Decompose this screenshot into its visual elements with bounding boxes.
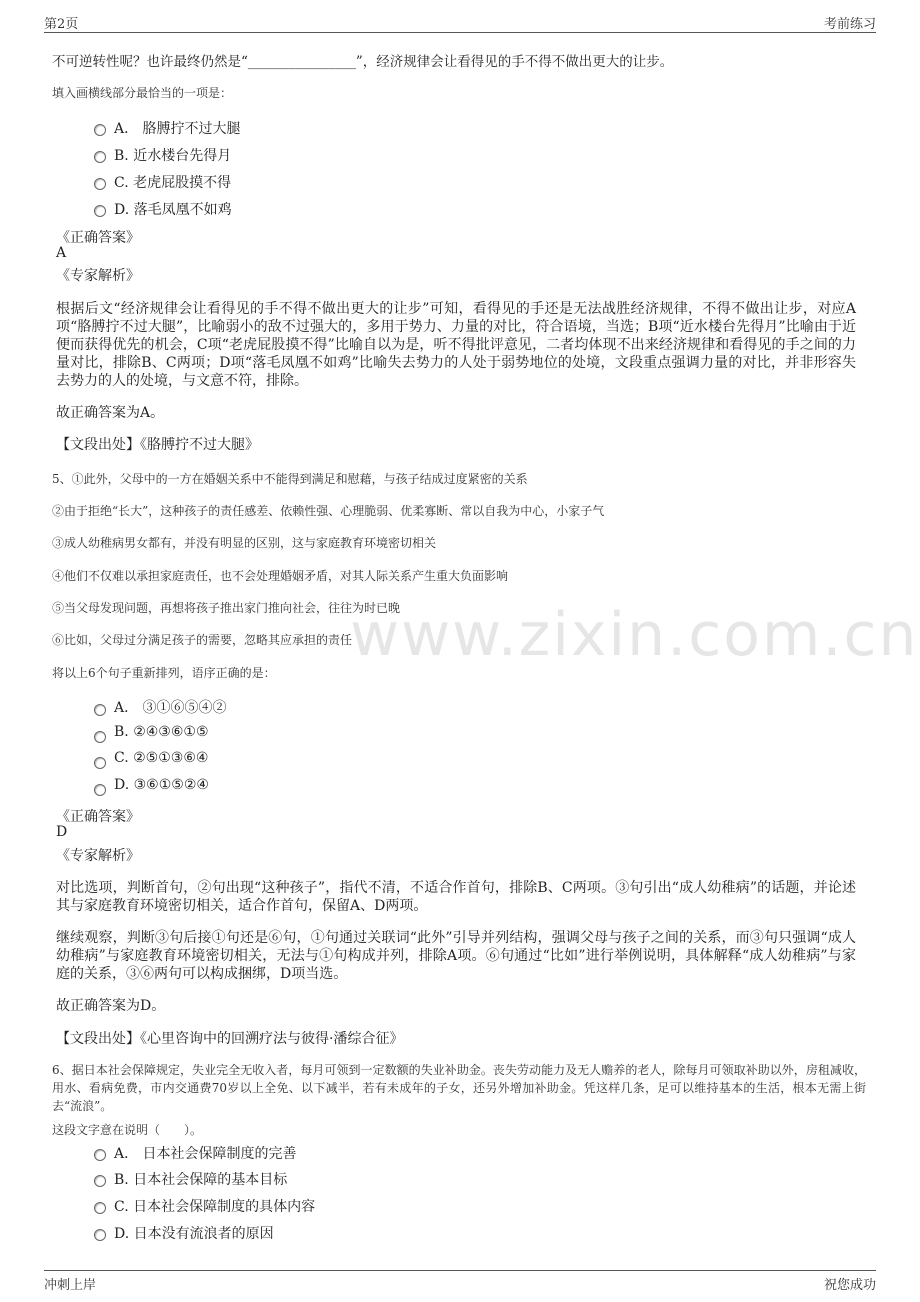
q6-option-d-radio[interactable] <box>94 1229 106 1241</box>
q5-option-c-radio[interactable] <box>94 757 106 769</box>
q6-option-a[interactable]: A． 日本社会保障制度的完善 <box>114 1146 297 1162</box>
q4-option-c[interactable]: C. 老虎屁股摸不得 <box>114 175 232 191</box>
q4-option-d[interactable]: D. 落毛凤凰不如鸡 <box>114 202 232 218</box>
q5-option-a[interactable]: A． ③①⑥⑤④② <box>114 700 227 716</box>
q4-option-a-radio[interactable] <box>94 124 106 136</box>
q4-option-b-radio[interactable] <box>94 151 106 163</box>
q4-answer-label: 《正确答案》 <box>56 230 140 246</box>
q5-prompt: 将以上6个句子重新排列，语序正确的是： <box>52 666 276 680</box>
q6-option-c[interactable]: C. 日本社会保障制度的具体内容 <box>114 1199 316 1215</box>
q4-option-b[interactable]: B. 近水楼台先得月 <box>114 148 232 164</box>
q5-answer-label: 《正确答案》 <box>56 809 140 825</box>
q6-option-b[interactable]: B. 日本社会保障的基本目标 <box>114 1172 288 1188</box>
q5-option-d-radio[interactable] <box>94 784 106 796</box>
q6-option-d[interactable]: D. 日本没有流浪者的原因 <box>114 1226 274 1242</box>
q5-answer: D <box>56 824 68 840</box>
q5-sentence-6: ⑥比如，父母过分满足孩子的需要，忽略其应承担的责任 <box>52 633 353 647</box>
q4-conclusion: 故正确答案为A。 <box>56 405 165 421</box>
q6-option-c-radio[interactable] <box>94 1202 106 1214</box>
footer-left: 冲刺上岸 <box>44 1278 97 1293</box>
q5-analysis-label: 《专家解析》 <box>56 848 140 864</box>
footer-right: 祝您成功 <box>823 1278 876 1293</box>
q4-prompt: 填入画横线部分最恰当的一项是： <box>52 86 233 100</box>
q5-stem: 5、①此外，父母中的一方在婚姻关系中不能得到满足和慰藉，与孩子结成过度紧密的关系 <box>52 472 528 486</box>
q5-sentence-2: ②由于拒绝“长大”，这种孩子的责任感差、依赖性强、心理脆弱、优柔寡断、常以自我为中心，小家子气 <box>52 504 605 518</box>
q5-sentence-5: ⑤当父母发现问题，再想将孩子推出家门推向社会，往往为时已晚 <box>52 601 401 615</box>
q5-option-d[interactable]: D. ③⑥①⑤②④ <box>114 777 209 793</box>
q5-option-b-radio[interactable] <box>94 731 106 743</box>
q5-option-b[interactable]: B. ②④③⑥①⑤ <box>114 724 209 740</box>
q5-analysis-1: 对比选项，判断首句，②句出现“这种孩子”，指代不清，不适合作首句，排除B、C两项。③句引出“成人幼稚病”的话题，并论述其与家庭教育环境密切相关，适合作首句，保留A、D两项。 <box>56 880 856 914</box>
page-footer <box>44 1270 876 1295</box>
q4-option-d-radio[interactable] <box>94 205 106 217</box>
q4-analysis-label: 《专家解析》 <box>56 268 140 284</box>
header-title: 考前练习 <box>823 17 876 32</box>
q5-conclusion: 故正确答案为D。 <box>56 998 166 1014</box>
q5-analysis-2: 继续观察，判断③句后接①句还是⑥句，①句通过关联词“此外”引导并列结构，强调父母与孩子之间的关系，而③句只强调“成人幼稚病”与家庭教育环境密切相关，无法与①句构成并列，排除A项。⑥句通过“比如”进行举例说明，具体解释“成人幼稚病”与家庭的关系，③⑥两句可以构成捆绑，D项当选。 <box>56 930 856 982</box>
q4-analysis: 根据后文“经济规律会让看得见的手不得不做出更大的让步”可知，看得见的手还是无法战胜经济规律，不得不做出让步，对应A项“胳膊拧不过大腿”，比喻弱小的敌不过强大的，多用于势力、力量的对比，符合语境，当选；B项“近水楼台先得月”比喻由于近便而获得优先的机会，C项“老虎屁股摸不得”比喻自以为是，听不得批评意见，二者均体现不出来经济规律和看得见的手之间的力量对比，排除B、C两项；D项“落毛凤凰不如鸡”比喻失去势力的人处于弱势地位的处境，文段重点强调力量的对比，并非形容失去势力的人的处境，与文意不符，排除。 <box>56 301 856 389</box>
q4-source: 【文段出处】《胳膊拧不过大腿》 <box>56 437 259 453</box>
q5-sentence-4: ④他们不仅难以承担家庭责任，也不会处理婚姻矛盾，对其人际关系产生重大负面影响 <box>52 569 509 583</box>
q4-stem-tail: 不可逆转性呢？也许最终仍然是“________________”，经济规律会让看得见的手不得不做出更大的让步。 <box>52 54 674 70</box>
q5-source: 【文段出处】《心里咨询中的回溯疗法与彼得·潘综合征》 <box>56 1031 404 1047</box>
q5-sentence-3: ③成人幼稚病男女都有，并没有明显的区别，这与家庭教育环境密切相关 <box>52 536 437 550</box>
q5-option-a-radio[interactable] <box>94 704 106 716</box>
page-number: 第2页 <box>44 17 79 32</box>
q6-prompt: 这段文字意在说明（ ）。 <box>52 1123 203 1137</box>
q6-stem: 6、据日本社会保障规定，失业完全无收入者，每月可领到一定数额的失业补助金。丧失劳动能力及无人赡养的老人，除每月可领取补助以外，房租减收，用水、看病免费，市内交通费70岁以上全免、以下减半，若有未成年的子女，还另外增加补助金。凭这样几条，足可以维持基本的生活，根本无需上街去“流浪”。 <box>52 1063 866 1113</box>
q6-option-b-radio[interactable] <box>94 1175 106 1187</box>
cut-off-line <box>44 28 874 40</box>
watermark: www.zixin.com.cn <box>350 600 919 670</box>
q4-option-c-radio[interactable] <box>94 178 106 190</box>
q4-answer: A <box>56 245 67 261</box>
q5-option-c[interactable]: C. ②⑤①③⑥④ <box>114 750 209 766</box>
q4-option-a[interactable]: A． 胳膊拧不过大腿 <box>114 121 241 137</box>
q6-option-a-radio[interactable] <box>94 1149 106 1161</box>
